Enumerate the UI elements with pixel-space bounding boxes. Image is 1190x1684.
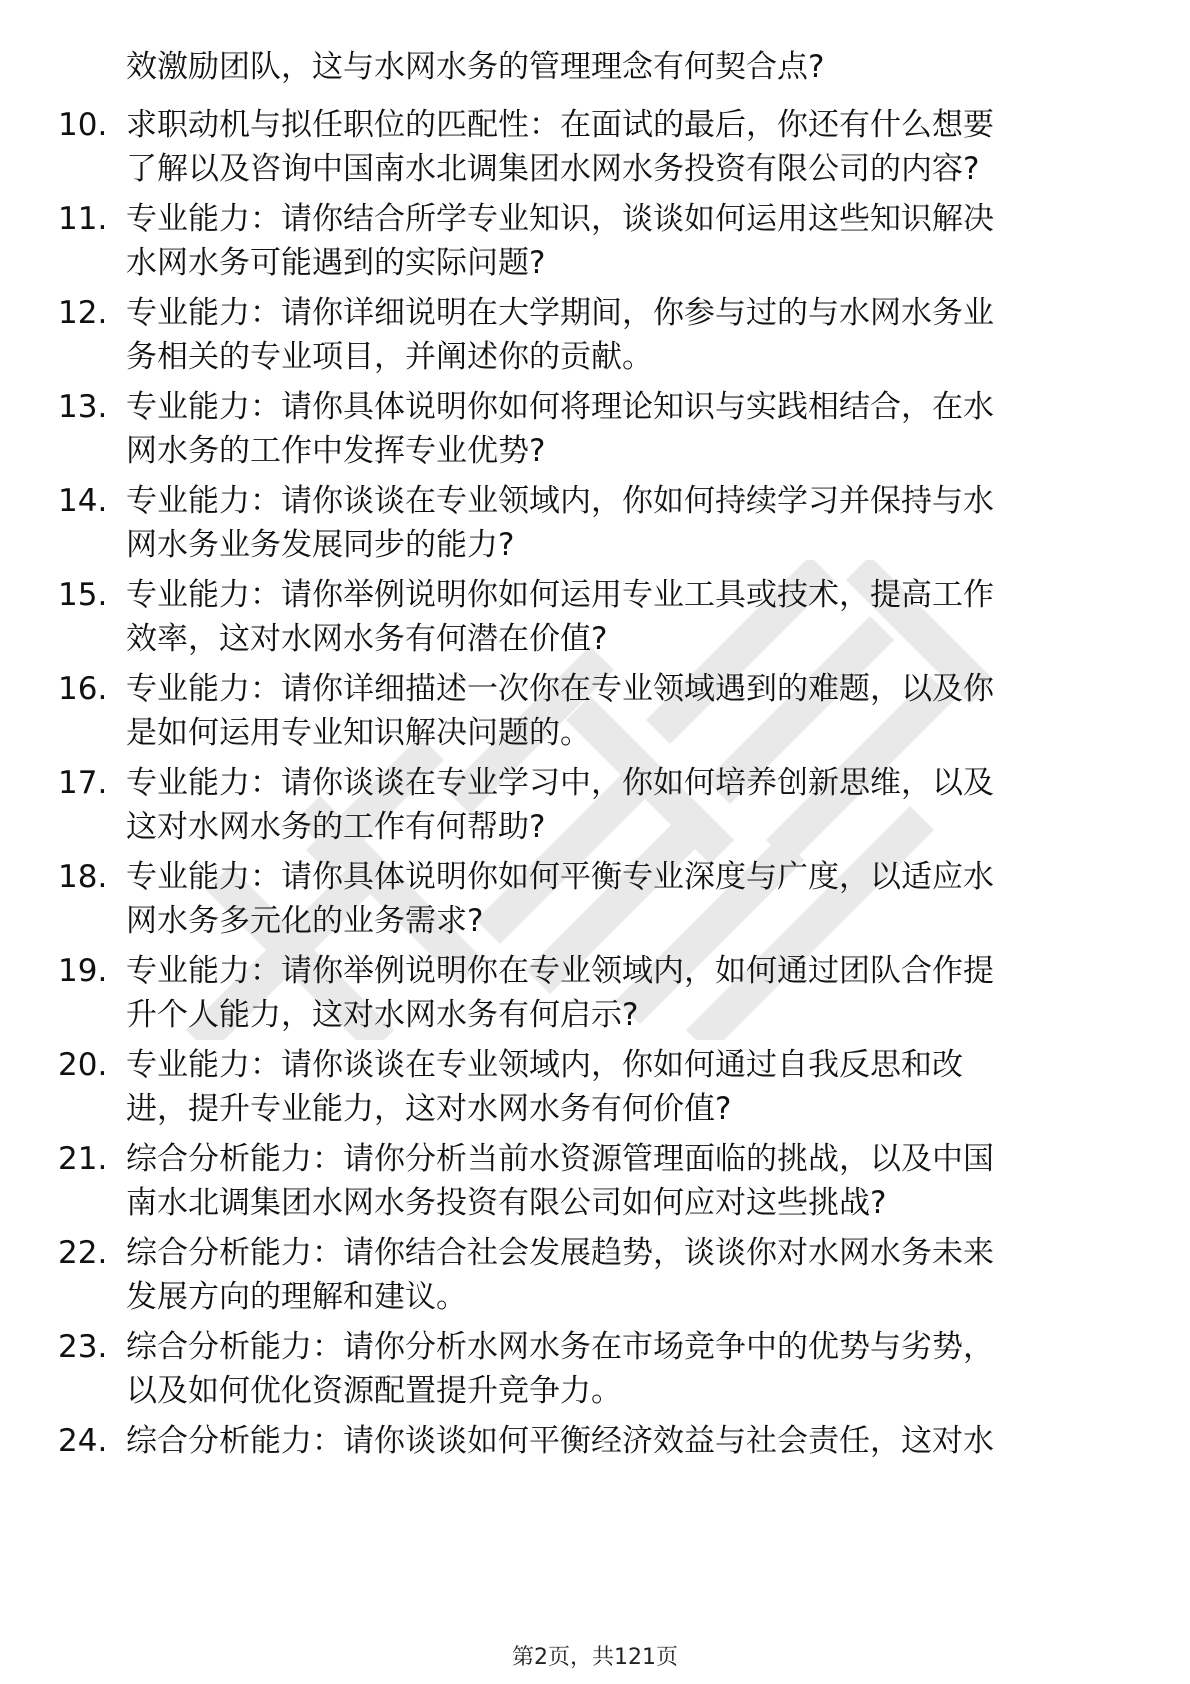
question-number: 23. xyxy=(58,1329,108,1365)
question-number: 21. xyxy=(58,1141,108,1177)
page-number-footer: 第2页，共121页 xyxy=(512,1645,678,1670)
question-text-line: 网水务业务发展同步的能力? xyxy=(126,527,515,563)
question-text-line: 发展方向的理解和建议。 xyxy=(126,1279,467,1315)
question-number: 10. xyxy=(58,107,108,143)
question-text xyxy=(126,1137,1116,1225)
question-text-line: 进，提升专业能力，这对水网水务有何价值? xyxy=(126,1091,732,1127)
question-number: 15. xyxy=(58,577,108,613)
question-text-line: 专业能力：请你举例说明你如何运用专业工具或技术，提高工作 xyxy=(126,577,994,613)
question-number: 12. xyxy=(58,295,108,331)
question-number: 17. xyxy=(58,765,108,801)
question-text-line: 网水务的工作中发挥专业优势? xyxy=(126,433,546,469)
question-text xyxy=(126,1325,1116,1413)
question-number: 20. xyxy=(58,1047,108,1083)
question-number: 11. xyxy=(58,201,108,237)
question-text-line: 这对水网水务的工作有何帮助? xyxy=(126,809,546,845)
question-text-line: 专业能力：请你谈谈在专业学习中，你如何培养创新思维，以及 xyxy=(126,765,994,801)
question-text xyxy=(126,949,1116,1037)
question-text-line: 效率，这对水网水务有何潜在价值? xyxy=(126,621,608,657)
question-text xyxy=(126,385,1116,473)
question-text-line: 是如何运用专业知识解决问题的。 xyxy=(126,715,591,751)
question-text-line: 综合分析能力：请你谈谈如何平衡经济效益与社会责任，这对水 xyxy=(126,1423,994,1459)
question-text-line: 专业能力：请你结合所学专业知识，谈谈如何运用这些知识解决 xyxy=(126,201,994,237)
question-number: 19. xyxy=(58,953,108,989)
question-text xyxy=(126,45,1116,89)
question-text-line: 务相关的专业项目，并阐述你的贡献。 xyxy=(126,339,653,375)
question-text-line: 专业能力：请你举例说明你在专业领域内，如何通过团队合作提 xyxy=(126,953,994,989)
question-text-line: 综合分析能力：请你分析水网水务在市场竞争中的优势与劣势， xyxy=(126,1329,994,1365)
question-text-line: 以及如何优化资源配置提升竞争力。 xyxy=(126,1373,622,1409)
question-text xyxy=(126,479,1116,567)
question-number: 16. xyxy=(58,671,108,707)
question-text-line: 专业能力：请你具体说明你如何将理论知识与实践相结合，在水 xyxy=(126,389,994,425)
question-text-line: 专业能力：请你谈谈在专业领域内，你如何通过自我反思和改 xyxy=(126,1047,963,1083)
question-text xyxy=(126,103,1116,191)
question-text-line: 升个人能力，这对水网水务有何启示? xyxy=(126,997,639,1033)
question-text-line: 了解以及咨询中国南水北调集团水网水务投资有限公司的内容? xyxy=(126,151,980,187)
question-text xyxy=(126,667,1116,755)
question-number: 24. xyxy=(58,1423,108,1459)
question-number: 14. xyxy=(58,483,108,519)
question-text-line: 水网水务可能遇到的实际问题? xyxy=(126,245,546,281)
question-text-line: 南水北调集团水网水务投资有限公司如何应对这些挑战? xyxy=(126,1185,887,1221)
question-text-line: 专业能力：请你具体说明你如何平衡专业深度与广度，以适应水 xyxy=(126,859,994,895)
question-text xyxy=(126,1231,1116,1319)
question-text-line: 求职动机与拟任职位的匹配性：在面试的最后，你还有什么想要 xyxy=(126,107,994,143)
question-text-line: 综合分析能力：请你结合社会发展趋势，谈谈你对水网水务未来 xyxy=(126,1235,994,1271)
question-text xyxy=(126,855,1116,943)
question-text xyxy=(126,197,1116,285)
question-text xyxy=(126,1043,1116,1131)
question-text xyxy=(126,573,1116,661)
question-text-line: 网水务多元化的业务需求? xyxy=(126,903,484,939)
question-text xyxy=(126,1419,1116,1463)
question-text-line: 专业能力：请你谈谈在专业领域内，你如何持续学习并保持与水 xyxy=(126,483,994,519)
question-number: 18. xyxy=(58,859,108,895)
question-text xyxy=(126,291,1116,379)
question-text-line: 效激励团队，这与水网水务的管理理念有何契合点? xyxy=(126,49,825,85)
question-text xyxy=(126,761,1116,849)
question-number: 13. xyxy=(58,389,108,425)
question-text-line: 专业能力：请你详细说明在大学期间，你参与过的与水网水务业 xyxy=(126,295,994,331)
question-number: 22. xyxy=(58,1235,108,1271)
question-text-line: 专业能力：请你详细描述一次你在专业领域遇到的难题，以及你 xyxy=(126,671,994,707)
question-text-line: 综合分析能力：请你分析当前水资源管理面临的挑战，以及中国 xyxy=(126,1141,994,1177)
